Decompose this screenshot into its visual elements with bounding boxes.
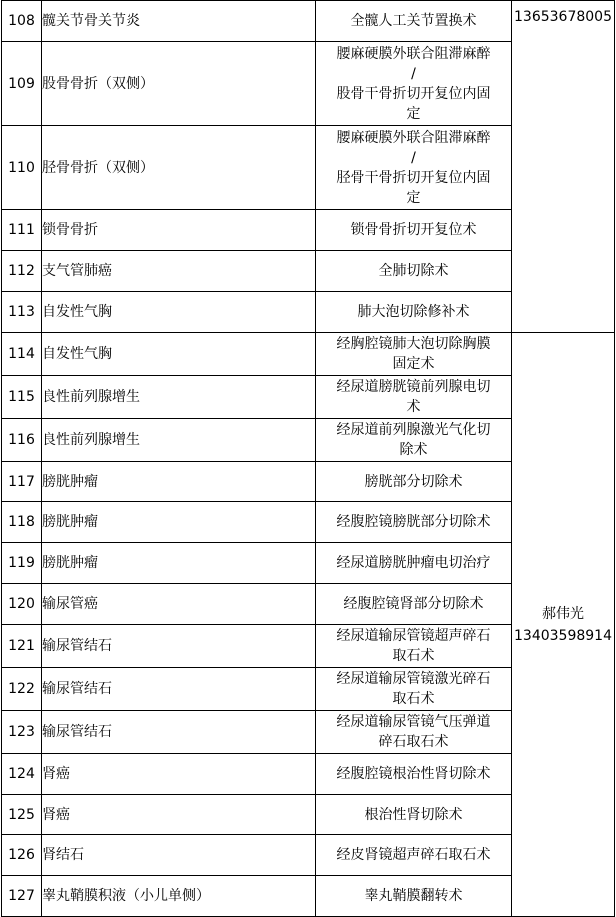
operation-line: 膀胱部分切除术	[364, 473, 463, 490]
row-number: 111	[2, 210, 42, 251]
row-number: 113	[2, 292, 42, 333]
contact-phone: 13403598914	[514, 627, 612, 644]
disease-name: 肾结石	[42, 835, 316, 876]
contact-cell	[512, 1, 615, 333]
contact-name: 郝伟光	[542, 605, 584, 622]
row-number: 121	[2, 625, 42, 668]
operation-line: 经尿道膀胱肿瘤电切治疗	[336, 555, 491, 571]
operation-line: 经腹腔镜肾部分切除术	[343, 596, 484, 612]
disease-name: 肾癌	[42, 754, 316, 795]
operation-line: 全髋人工关节置换术	[350, 13, 477, 29]
row-number: 122	[2, 668, 42, 711]
operation-name	[316, 502, 512, 543]
operation-name	[316, 292, 512, 333]
row-number: 114	[2, 333, 42, 376]
operation-name	[316, 625, 512, 668]
operation-line: 锁骨骨折切开复位术	[350, 222, 477, 238]
operation-line: 碎石取石术	[378, 734, 449, 750]
disease-name: 输尿管结石	[42, 668, 316, 711]
operation-line: 经尿道膀胱镜前列腺电切	[336, 379, 491, 395]
operation-name	[316, 835, 512, 876]
operation-line: 腰麻硬膜外联合阻滞麻醉	[336, 129, 491, 146]
operation-line: 经尿道输尿管镜气压弹道	[336, 714, 491, 730]
operation-name	[316, 584, 512, 625]
operation-line: 术	[406, 399, 421, 415]
disease-name: 良性前列腺增生	[42, 376, 316, 419]
table-row	[2, 333, 615, 376]
disease-name: 良性前列腺增生	[42, 419, 316, 462]
operation-line: 肺大泡切除修补术	[357, 304, 470, 320]
disease-name: 自发性气胸	[42, 333, 316, 376]
operation-name	[316, 543, 512, 584]
operation-line: 胫骨干骨折切开复位内固	[336, 169, 491, 186]
operation-line: 根治性肾切除术	[364, 806, 463, 823]
operation-name	[316, 419, 512, 462]
operation-line: 经尿道输尿管镜超声碎石	[336, 628, 491, 644]
row-number: 123	[2, 711, 42, 754]
row-number: 125	[2, 795, 42, 835]
operation-name	[316, 210, 512, 251]
contact-phone: 13653678005	[514, 9, 612, 25]
operation-name	[316, 795, 512, 835]
operation-name	[316, 251, 512, 292]
table-row	[2, 1, 615, 42]
row-number: 119	[2, 543, 42, 584]
row-number: 117	[2, 462, 42, 502]
operation-line: 腰麻硬膜外联合阻滞麻醉	[336, 45, 491, 62]
row-number: 108	[2, 1, 42, 42]
row-number: 118	[2, 502, 42, 543]
operation-line: 经腹腔镜膀胱部分切除术	[336, 514, 491, 530]
disease-name: 睾丸鞘膜积液（小儿单侧）	[42, 876, 316, 917]
row-number: 124	[2, 754, 42, 795]
operation-line: 全肺切除术	[378, 263, 449, 279]
disease-name: 膀胱肿瘤	[42, 462, 316, 502]
operation-line: 经腹腔镜根治性肾切除术	[336, 766, 491, 782]
operation-line: 经尿道前列腺激光气化切	[336, 422, 491, 438]
disease-name: 髋关节骨关节炎	[42, 1, 316, 42]
disease-name: 膀胱肿瘤	[42, 502, 316, 543]
operation-name	[316, 668, 512, 711]
row-number: 112	[2, 251, 42, 292]
operation-name	[316, 754, 512, 795]
operation-name	[316, 126, 512, 210]
row-number: 127	[2, 876, 42, 917]
operation-name	[316, 376, 512, 419]
operation-line: 经皮肾镜超声碎石取石术	[336, 847, 491, 863]
row-number: 109	[2, 42, 42, 126]
row-number: 116	[2, 419, 42, 462]
disease-name: 锁骨骨折	[42, 210, 316, 251]
operation-line: /	[411, 65, 416, 82]
contact-cell	[512, 333, 615, 917]
operation-line: 股骨干骨折切开复位内固	[336, 85, 491, 102]
disease-name: 输尿管结石	[42, 625, 316, 668]
operation-name	[316, 711, 512, 754]
row-number: 115	[2, 376, 42, 419]
operation-line: 除术	[399, 442, 428, 458]
disease-name: 膀胱肿瘤	[42, 543, 316, 584]
disease-name: 输尿管癌	[42, 584, 316, 625]
operation-line: 睾丸鞘膜翻转术	[364, 888, 463, 904]
operation-line: 固定术	[392, 356, 435, 372]
row-number: 110	[2, 126, 42, 210]
disease-name: 输尿管结石	[42, 711, 316, 754]
operation-line: 定	[406, 105, 421, 122]
operation-line: 取石术	[392, 691, 435, 707]
disease-name: 肾癌	[42, 795, 316, 835]
row-number: 120	[2, 584, 42, 625]
row-number: 126	[2, 835, 42, 876]
procedure-table-body	[2, 1, 615, 917]
operation-name	[316, 333, 512, 376]
disease-name: 支气管肺癌	[42, 251, 316, 292]
operation-name	[316, 1, 512, 42]
operation-name	[316, 462, 512, 502]
operation-line: 定	[406, 189, 421, 206]
operation-line: 取石术	[392, 648, 435, 664]
operation-name	[316, 876, 512, 917]
operation-line: 经胸腔镜肺大泡切除胸膜	[336, 336, 491, 352]
operation-name	[316, 42, 512, 126]
disease-name: 胫骨骨折（双侧）	[42, 126, 316, 210]
disease-name: 自发性气胸	[42, 292, 316, 333]
disease-name: 股骨骨折（双侧）	[42, 42, 316, 126]
operation-line: 经尿道输尿管镜激光碎石	[336, 671, 491, 687]
operation-line: /	[411, 149, 416, 166]
procedure-table	[1, 0, 615, 917]
